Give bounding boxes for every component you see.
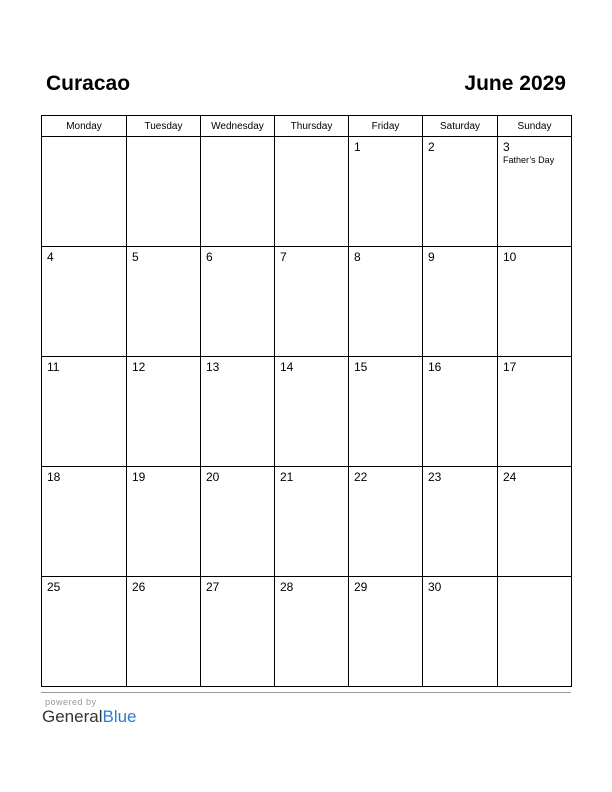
day-number: 27 (206, 580, 220, 594)
day-cell (349, 467, 423, 577)
brand-general-text: General (42, 707, 103, 726)
day-cell (201, 137, 275, 247)
day-cell (349, 577, 423, 687)
day-number: 24 (503, 470, 517, 484)
day-number: 11 (47, 360, 60, 374)
day-number: 2 (428, 140, 435, 154)
calendar-grid (41, 115, 572, 687)
day-number: 16 (428, 360, 442, 374)
day-cell (423, 357, 498, 467)
day-number: 28 (280, 580, 294, 594)
day-number: 29 (354, 580, 368, 594)
day-number: 15 (354, 360, 368, 374)
day-cell (498, 577, 572, 687)
day-cell (423, 577, 498, 687)
weekday-header-sunday: Sunday (498, 116, 572, 137)
weekday-header-thursday: Thursday (275, 116, 349, 137)
holiday-label: Father’s Day (503, 155, 555, 165)
day-number: 9 (428, 250, 435, 264)
day-cell (275, 247, 349, 357)
day-cell (127, 247, 201, 357)
day-cell (349, 247, 423, 357)
powered-by-text: powered by (45, 697, 97, 707)
day-cell (127, 577, 201, 687)
day-number: 21 (280, 470, 294, 484)
day-number: 4 (47, 250, 54, 264)
day-cell (423, 137, 498, 247)
day-number: 10 (503, 250, 517, 264)
week-row (42, 357, 572, 467)
day-cell (127, 137, 201, 247)
day-cell (349, 357, 423, 467)
day-number: 1 (354, 140, 361, 154)
generalblue-logo[interactable] (42, 707, 137, 727)
day-number: 22 (354, 470, 368, 484)
day-number: 7 (280, 250, 287, 264)
week-row (42, 577, 572, 687)
day-cell (201, 467, 275, 577)
day-cell (275, 137, 349, 247)
day-number: 30 (428, 580, 442, 594)
weekday-header-friday: Friday (349, 116, 423, 137)
day-number: 23 (428, 470, 442, 484)
day-cell (42, 357, 127, 467)
day-number: 18 (47, 470, 61, 484)
day-cell (275, 467, 349, 577)
day-number: 17 (503, 360, 517, 374)
day-cell (498, 467, 572, 577)
day-number: 19 (132, 470, 146, 484)
week-row (42, 467, 572, 577)
day-cell (423, 467, 498, 577)
weekday-header-row (42, 116, 572, 137)
day-cell (423, 247, 498, 357)
day-number: 3 (503, 140, 510, 154)
day-number: 20 (206, 470, 220, 484)
weekday-header-monday: Monday (42, 116, 127, 137)
day-cell (498, 137, 572, 247)
day-number: 14 (280, 360, 294, 374)
day-number: 8 (354, 250, 361, 264)
day-cell (275, 357, 349, 467)
day-cell (498, 247, 572, 357)
country-title: Curacao (46, 72, 131, 95)
day-cell (127, 357, 201, 467)
day-cell (275, 577, 349, 687)
day-cell (127, 467, 201, 577)
weekday-header-tuesday: Tuesday (127, 116, 201, 137)
day-number: 26 (132, 580, 146, 594)
week-row (42, 137, 572, 247)
day-cell (201, 247, 275, 357)
footer-divider (41, 692, 571, 693)
day-cell (42, 137, 127, 247)
day-number: 12 (132, 360, 146, 374)
day-number: 6 (206, 250, 213, 264)
weekday-header-saturday: Saturday (423, 116, 498, 137)
weekday-header-wednesday: Wednesday (201, 116, 275, 137)
day-cell (42, 247, 127, 357)
week-row (42, 247, 572, 357)
day-number: 25 (47, 580, 61, 594)
day-number: 13 (206, 360, 220, 374)
day-cell (42, 577, 127, 687)
day-cell (201, 357, 275, 467)
month-year-title: June 2029 (464, 72, 566, 95)
brand-blue-text: Blue (102, 707, 137, 726)
day-cell (201, 577, 275, 687)
day-cell (498, 357, 572, 467)
day-cell (349, 137, 423, 247)
day-number: 5 (132, 250, 139, 264)
day-cell (42, 467, 127, 577)
